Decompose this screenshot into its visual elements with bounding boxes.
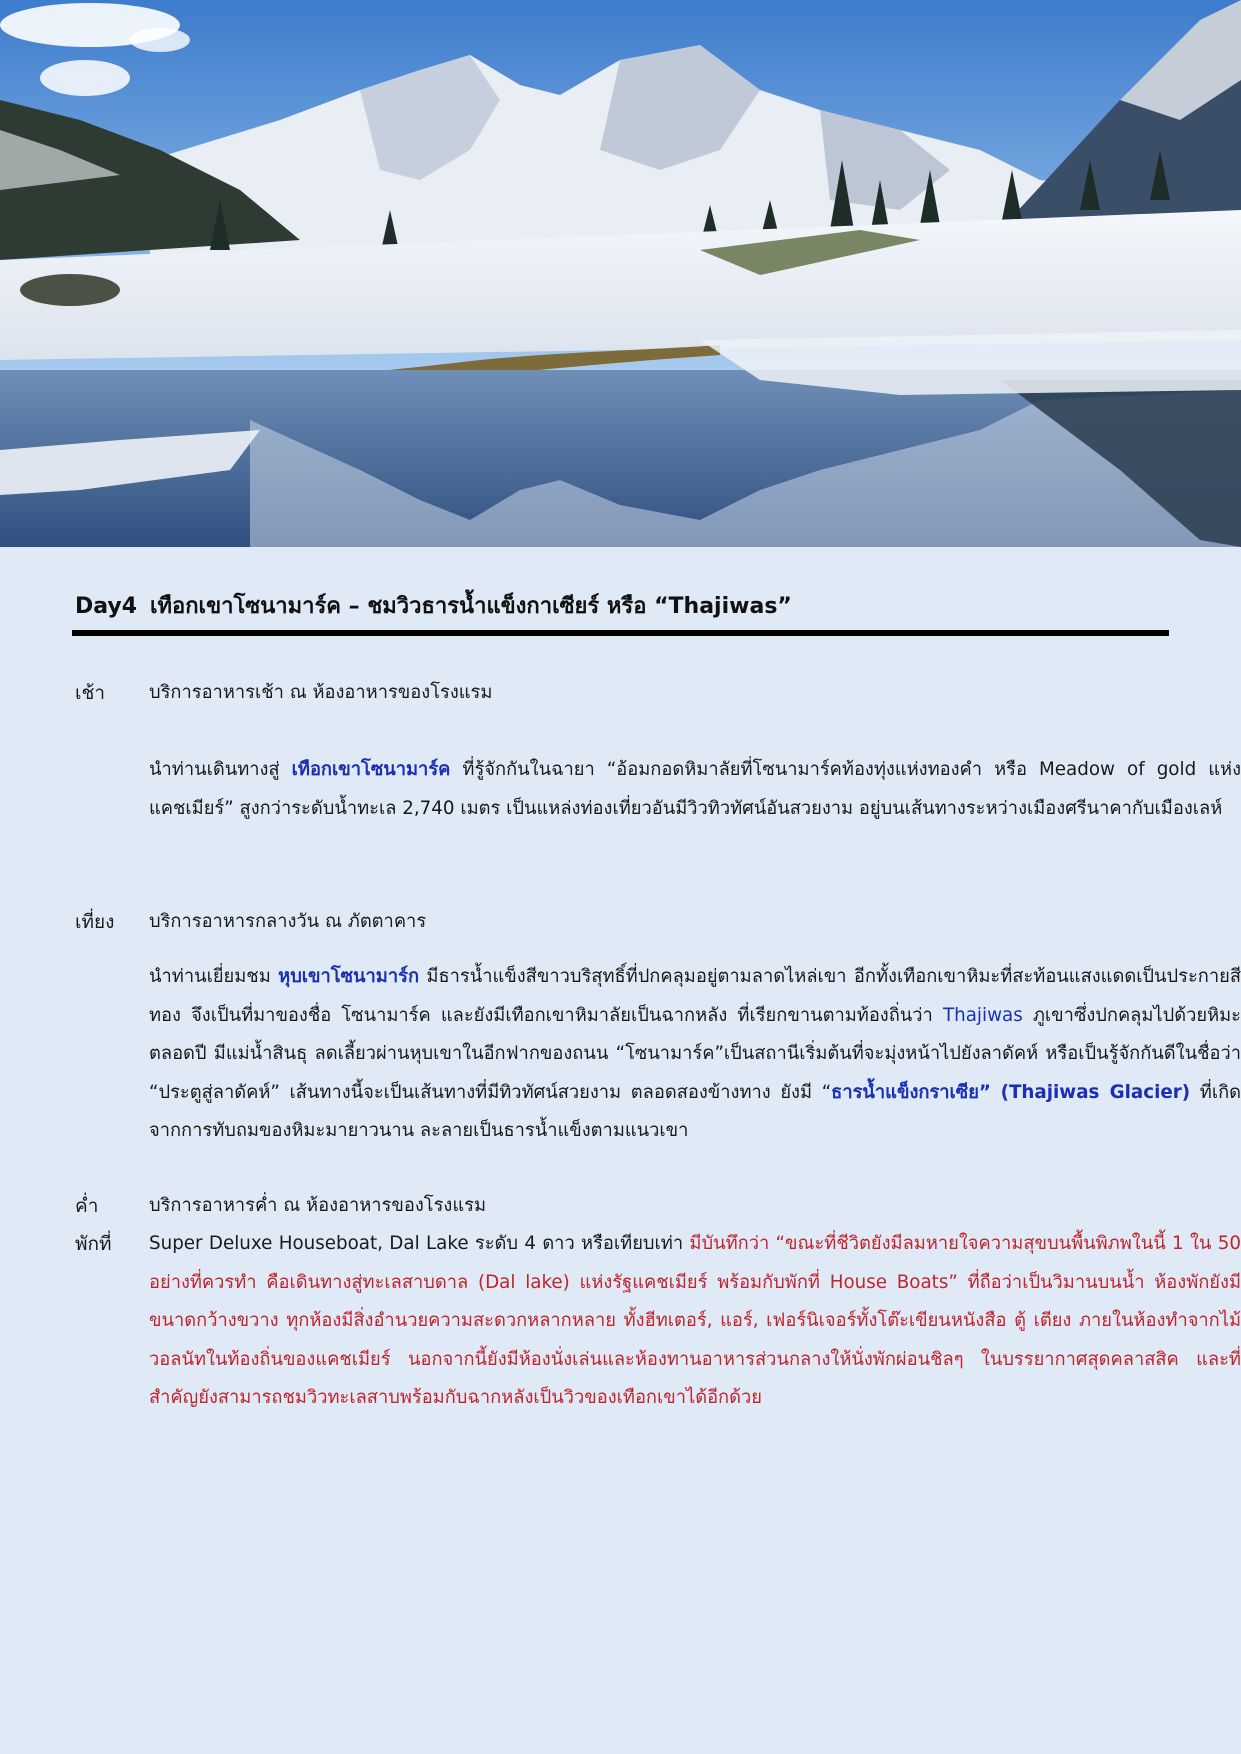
glacier-english-highlight: (Thajiwas Glacier) bbox=[1000, 1081, 1191, 1103]
day-number: Day4 bbox=[75, 594, 138, 619]
sonamarg-range-highlight: เทือกเขาโซนามาร์ค bbox=[291, 759, 451, 780]
noon-meal: บริการอาหารกลางวัน ณ ภัตตาคาร bbox=[149, 911, 427, 932]
morning-paragraph-suffix: ที่รู้จักกันในฉายา “อ้อมกอดหิมาลัยที่โซนามาร์คท้องทุ่งแห่งทองคำ หรือ Meadow of gold แห่งแคชเมียร์” สูงกว่าระดับน้ำทะเล 2,740 เมตร เป็นแหล่งท่องเที่ยวอันมีวิวทิวทัศน์อันสวยงาม อยู่บนเส้นทางระหว่างเมืองศรีนาคากับเมืองเลห์ bbox=[149, 759, 1241, 819]
houseboat-description: มีบันทึกว่า “ขณะที่ชีวิตยังมีลมหายใจความสุขบนพื้นพิภพในนี้ 1 ใน 50 อย่างที่ควรทำ คือเดินทางสู่ทะเลสาบดาล (Dal lake) แห่งรัฐแคชเมียร์ พร้อมกับพักที่ House Boats” ที่ถือว่าเป็นวิมานบนน้ำ ห้องพักยังมีขนาดกว้างขวาง ทุกห้องมีสิ่งอำนวยความสะดวกหลากหลาย ทั้งฮีทเตอร์, แอร์, เฟอร์นิเจอร์ทั้งโต๊ะเขียนหนังสือ ตู้ เตียง ภายในห้องทำจากไม้วอลนัทในท้องถิ่นของแคชเมียร์ นอกจากนี้ยังมีห้องนั่งเล่นและห้องทานอาหารส่วนกลางให้นั่งพักผ่อนชิลๆ ในบรรยากาศสุดคลาสสิค และที่สำคัญยังสามารถชมวิวทะเลสาบพร้อมกับฉากหลังเป็นวิวของเทือกเขาได้อีกด้วย bbox=[149, 1233, 1241, 1408]
morning-paragraph bbox=[149, 751, 1241, 828]
morning-paragraph-prefix: นำท่านเดินทางสู่ bbox=[149, 759, 292, 780]
stay-paragraph bbox=[149, 1225, 1241, 1418]
evening-label: ค่ำ bbox=[75, 1195, 99, 1217]
thajiwas-highlight: Thajiwas bbox=[942, 1004, 1023, 1026]
stay-label: พักที่ bbox=[75, 1233, 112, 1255]
noon-paragraph-part3: ภูเขาซึ่งปกคลุมไปด้วยหิมะตลอดปี มีแม่น้ำสินธุ ลดเลี้ยวผ่านหุบเขาในอีกฟากของถนน “โซนามาร์ค”เป็นสถานีเริ่มต้นที่จะมุ่งหน้าไปยังลาดัคห์ หรือเป็นรู้จักกันดีในชื่อว่า “ประตูสู่ลาดัคห์” เส้นทางนี้จะเป็นเส้นทางที่มีทิวทัศน์สวยงาม ตลอดสองข้างทาง ยังมี “ bbox=[149, 1004, 1241, 1103]
noon-paragraph bbox=[149, 958, 1241, 1151]
noon-paragraph-part4: ที่เกิดจากการทับถมของหิมะมายาวนาน ละลายเป็นธารน้ำแข็งตามแนวเขา bbox=[149, 1081, 1241, 1141]
evening-meal: บริการอาหารค่ำ ณ ห้องอาหารของโรงแรม bbox=[149, 1195, 486, 1216]
morning-label: เช้า bbox=[75, 682, 106, 704]
noon-paragraph-part2: มีธารน้ำแข็งสีขาวบริสุทธิ์ที่ปกคลุมอยู่ตามลาดไหล่เขา อีกทั้งเทือกเขาหิมะที่สะท้อนแสงแดดเป็นประกายสีทอง จึงเป็นที่มาของชื่อ โซนามาร์ค และยังมีเทือกเขาหิมาลัยเป็นฉากหลัง ที่เรียกขานตามท้องถิ่นว่า bbox=[149, 966, 1241, 1026]
glacier-thai-highlight: ธารน้ำแข็งกราเซีย” bbox=[831, 1081, 991, 1103]
morning-meal: บริการอาหารเช้า ณ ห้องอาหารของโรงแรม bbox=[149, 682, 493, 703]
heading-divider bbox=[72, 630, 1169, 636]
noon-paragraph-part1: นำท่านเยี่ยมชม bbox=[149, 966, 279, 987]
sonamarg-valley-highlight: หุบเขาโซนามาร์ก bbox=[278, 966, 420, 987]
hero-photo bbox=[0, 0, 1241, 547]
noon-label: เที่ยง bbox=[75, 911, 115, 933]
snow-mountain-lake-photo-icon bbox=[0, 0, 1241, 547]
hotel-name: Super Deluxe Houseboat, Dal Lake ระดับ 4 ดาว หรือเทียบเท่า bbox=[149, 1233, 690, 1254]
day-heading bbox=[75, 588, 1170, 623]
day-title: เทือกเขาโซนามาร์ค – ชมวิวธารน้ำแข็งกาเซียร์ หรือ “Thajiwas” bbox=[150, 594, 792, 619]
